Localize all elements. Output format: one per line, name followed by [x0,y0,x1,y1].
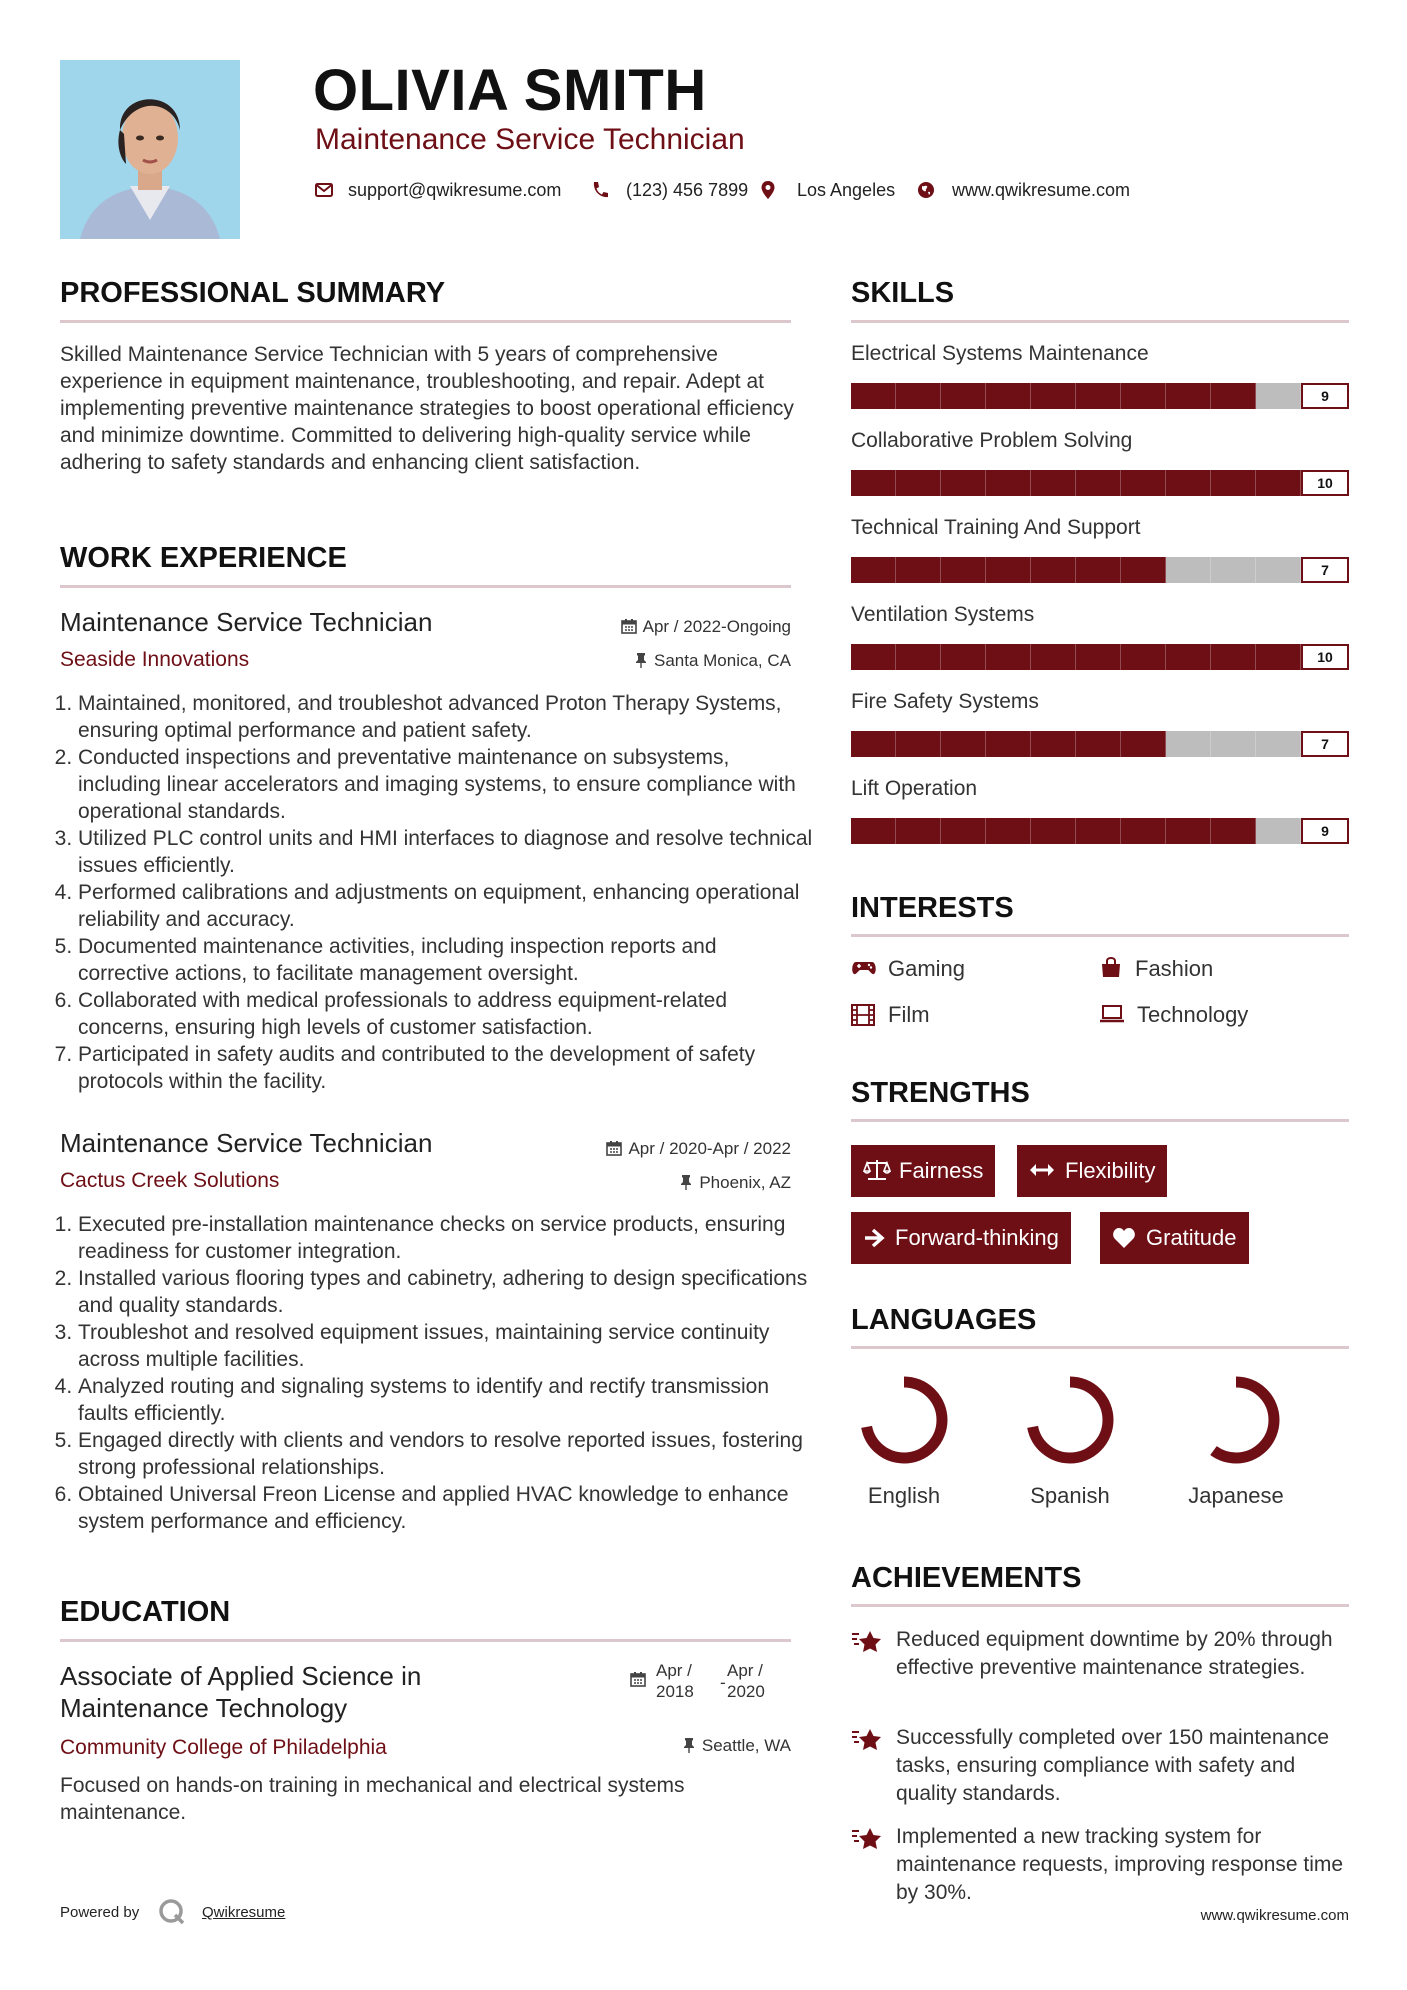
candidate-title: Maintenance Service Technician [315,123,745,156]
award-star-icon [851,1726,883,1754]
language-label: English [867,1483,941,1508]
company-name: Cactus Creek Solutions [60,1169,280,1192]
contact-location: Los Angeles [797,180,896,200]
skill-name: Lift Operation [851,777,978,800]
school-name: Community College of Philadelphia [60,1736,387,1759]
language-proficiency-arc [1198,1382,1274,1458]
education-date [630,1660,795,1704]
interest-gaming: Gaming [888,956,966,981]
list-item: 2. Installed various flooring types and cabinetry, adhering to design specifications and quality standards. [78,1265,813,1319]
skill-item [851,341,1349,411]
pushpin-icon [634,652,648,668]
skill-name: Electrical Systems Maintenance [851,342,1149,365]
skill-bar-segment [986,383,1031,409]
qwikresume-link[interactable]: Qwikresume [202,1904,286,1921]
education-start-year: 2018 [656,1682,694,1701]
arrow-right-icon [863,1216,885,1238]
job-responsibilities [60,690,813,1095]
skill-bar-segment [1256,557,1301,583]
language-proficiency-ring [1186,1370,1286,1470]
summary-heading: PROFESSIONAL SUMMARY [60,277,446,309]
list-item: 3. Utilized PLC control units and HMI interfaces to diagnose and resolve technical issues efficiently. [78,825,813,879]
skill-bar-segment [1121,470,1166,496]
achievement-item: Reduced equipment downtime by 20% through effective preventive maintenance strategies. [896,1628,1333,1679]
skill-bar-segment [851,470,896,496]
skill-level-badge: 7 [1301,557,1349,583]
skill-level-bar [851,644,1349,670]
language-item [1166,1370,1306,1520]
skill-bar-segment [1076,731,1121,757]
strength-chip: Gratitude [1100,1212,1249,1264]
contact-email[interactable]: support@qwikresume.com [348,180,562,200]
skill-bar-segment [1031,644,1076,670]
globe-icon [916,180,936,200]
job-date: Apr / 2022-Ongoing [621,616,791,638]
skill-bar-segment [1211,557,1256,583]
section-divider [851,1119,1349,1122]
qwikresume-logo-icon [158,1898,186,1926]
interest-film: Film [888,1002,930,1027]
achievement-item: Implemented a new tracking system for maintenance requests, improving response time by 30%. [896,1825,1344,1904]
skill-bar-segment [986,470,1031,496]
language-proficiency-ring [854,1370,954,1470]
languages-heading: LANGUAGES [851,1304,1037,1336]
skill-bar-segment [1076,470,1121,496]
section-divider [60,585,791,588]
skill-bar-segment [986,818,1031,844]
language-proficiency-ring [1020,1370,1120,1470]
list-item: 4. Analyzed routing and signaling systems to identify and rectify transmission faults efficiently. [78,1373,813,1427]
skill-level-bar [851,557,1349,583]
education-heading: EDUCATION [60,1596,231,1628]
film-icon [851,1004,875,1026]
interest-fashion: Fashion [1135,956,1214,981]
date-separator: - [720,1673,726,1692]
skill-item [851,602,1349,672]
skill-bar-segment [1121,818,1166,844]
skill-bar-segment [1076,383,1121,409]
education-end-year: 2020 [727,1682,765,1701]
skill-level-badge: 10 [1301,470,1349,496]
skill-level-badge: 10 [1301,644,1349,670]
skill-bar-segment [851,383,896,409]
skill-bar-segment [1256,383,1301,409]
skill-bar-segment [1031,383,1076,409]
scale-icon [863,1149,891,1173]
email-icon [314,180,334,200]
skill-bar-segment [1211,383,1256,409]
skill-bar-segment [941,383,986,409]
skill-item [851,689,1349,759]
contact-phone[interactable]: (123) 456 7899 [626,180,749,200]
list-item: 7. Participated in safety audits and contributed to the development of safety protocols within the facility. [78,1041,813,1095]
phone-icon [590,180,610,200]
shopping-bag-icon [1099,955,1123,979]
list-item: 3. Troubleshot and resolved equipment issues, maintaining service continuity across multiple facilities. [78,1319,813,1373]
calendar-icon [621,618,637,634]
job-responsibilities [60,1211,813,1535]
language-proficiency-arc [1032,1382,1108,1458]
section-divider [851,1604,1349,1607]
skill-name: Fire Safety Systems [851,690,1039,713]
skill-name: Ventilation Systems [851,603,1035,626]
skill-bar-segment [941,644,986,670]
achievements-heading: ACHIEVEMENTS [851,1562,1082,1594]
degree-title: Associate of Applied Science in Maintenance Technology [60,1661,422,1723]
list-item: 6. Obtained Universal Freon License and applied HVAC knowledge to enhance system performance and efficiency. [78,1481,813,1535]
skill-bar-segment [1256,470,1301,496]
skill-bar-segment [1121,644,1166,670]
powered-by-label: Powered by [60,1904,140,1921]
education-start-month: Apr / [656,1661,692,1680]
arrows-horizontal-icon [1029,1147,1055,1167]
laptop-icon [1099,1004,1125,1024]
skill-bar-segment [1211,470,1256,496]
contact-website[interactable]: www.qwikresume.com [952,180,1131,200]
work-heading: WORK EXPERIENCE [60,542,347,574]
award-star-icon [851,1628,883,1656]
job-date: Apr / 2020-Apr / 2022 [606,1138,791,1160]
skill-bar-segment [1211,644,1256,670]
heart-icon [1112,1216,1136,1238]
skill-bar-segment [986,731,1031,757]
job-title: Maintenance Service Technician [60,1128,433,1158]
footer-website[interactable]: www.qwikresume.com [1200,1907,1349,1924]
list-item: 5. Engaged directly with clients and vendors to resolve reported issues, fostering strong professional relationships. [78,1427,813,1481]
skill-bar-segment [896,470,941,496]
strength-chip: Fairness [851,1145,995,1197]
languages-list [841,1370,1361,1520]
skills-heading: SKILLS [851,277,955,309]
skill-bar-segment [1256,818,1301,844]
job-location: Santa Monica, CA [634,650,791,672]
education-location: Seattle, WA [682,1735,791,1757]
job-title: Maintenance Service Technician [60,607,433,637]
skill-level-bar [851,731,1349,757]
skill-bar-segment [1121,383,1166,409]
skill-bar-segment [851,731,896,757]
list-item: 4. Performed calibrations and adjustments on equipment, enhancing operational reliability and accuracy. [78,879,813,933]
skill-bar-segment [1166,818,1211,844]
skill-bar-segment [896,818,941,844]
award-star-icon [851,1825,883,1853]
strength-chip: Forward-thinking [851,1212,1071,1264]
skill-bar-segment [851,557,896,583]
skill-bar-segment [941,557,986,583]
language-item [1000,1370,1140,1520]
skill-bar-segment [896,644,941,670]
skill-bar-segment [1121,557,1166,583]
pushpin-icon [679,1174,693,1190]
skill-item [851,428,1349,498]
skill-item [851,776,1349,846]
skill-bar-segment [1076,818,1121,844]
list-item: 6. Collaborated with medical professionals to address equipment-related concerns, ensuring high levels of customer satisfaction. [78,987,813,1041]
skill-bar-segment [1031,557,1076,583]
skill-level-bar [851,818,1349,844]
skill-bar-segment [1166,644,1211,670]
skill-level-badge: 7 [1301,731,1349,757]
list-item: 2. Conducted inspections and preventative maintenance on subsystems, including linear accelerators and imaging systems, to ensure compliance with operational standards. [78,744,813,825]
skill-bar-segment [1166,383,1211,409]
skill-bar-segment [1166,557,1211,583]
skill-item [851,515,1349,585]
education-description: Focused on hands-on training in mechanical and electrical systems maintenance. [60,1774,685,1824]
candidate-name: OLIVIA SMITH [313,58,707,123]
language-item [834,1370,974,1520]
language-label: Spanish [1030,1483,1110,1508]
section-divider [851,934,1349,937]
skill-name: Technical Training And Support [851,516,1141,539]
section-divider [60,1639,791,1642]
skill-bar-segment [941,818,986,844]
skill-bar-segment [896,557,941,583]
section-divider [851,320,1349,323]
skill-level-badge: 9 [1301,818,1349,844]
language-label: Japanese [1188,1483,1284,1508]
achievement-item: Successfully completed over 150 maintenance tasks, ensuring compliance with safety and quality standards. [896,1726,1330,1805]
section-divider [60,320,791,323]
skill-bar-segment [851,644,896,670]
skill-bar-segment [1076,557,1121,583]
pushpin-icon [682,1737,696,1753]
interests-heading: INTERESTS [851,892,1014,924]
skill-bar-segment [1166,470,1211,496]
skill-bar-segment [896,731,941,757]
education-end-month: Apr / [727,1661,763,1680]
skill-bar-segment [1256,731,1301,757]
company-name: Seaside Innovations [60,648,250,671]
skill-level-badge: 9 [1301,383,1349,409]
summary-text: Skilled Maintenance Service Technician with 5 years of comprehensive experience in equipment maintenance, troubleshooting, and repair. Adept at implementing preventive maintenance strategies to boost operational efficiency and minimize downtime. Committed to delivering high-quality service while adhering to safety standards and enhancing client satisfaction. [60,343,794,474]
skill-bar-segment [1031,818,1076,844]
skill-bar-segment [1031,470,1076,496]
skill-bar-segment [1166,731,1211,757]
list-item: 1. Maintained, monitored, and troubleshot advanced Proton Therapy Systems, ensuring optimal performance and patient safety. [78,690,813,744]
skill-bar-segment [896,383,941,409]
list-item: 5. Documented maintenance activities, including inspection reports and corrective actions, to facilitate management oversight. [78,933,813,987]
skill-bar-segment [941,731,986,757]
skill-bar-segment [1256,644,1301,670]
list-item: 1. Executed pre-installation maintenance checks on service products, ensuring readiness for customer integration. [78,1211,813,1265]
skill-bar-segment [986,557,1031,583]
calendar-icon [606,1140,622,1156]
skill-level-bar [851,470,1349,496]
skill-bar-segment [1211,818,1256,844]
job-location: Phoenix, AZ [679,1172,791,1194]
map-marker-icon [758,180,778,200]
section-divider [851,1346,1349,1349]
skill-level-bar [851,383,1349,409]
skill-bar-segment [851,818,896,844]
skill-bar-segment [986,644,1031,670]
profile-photo [60,60,240,239]
skill-bar-segment [1031,731,1076,757]
gamepad-icon [851,958,877,978]
interest-technology: Technology [1137,1002,1249,1027]
skill-name: Collaborative Problem Solving [851,429,1133,452]
skill-bar-segment [1121,731,1166,757]
strengths-heading: STRENGTHS [851,1077,1030,1109]
language-proficiency-arc [866,1382,942,1458]
calendar-icon [630,1671,646,1687]
skill-bar-segment [941,470,986,496]
skill-bar-segment [1076,644,1121,670]
strength-chip: Flexibility [1017,1145,1167,1197]
skill-bar-segment [1211,731,1256,757]
